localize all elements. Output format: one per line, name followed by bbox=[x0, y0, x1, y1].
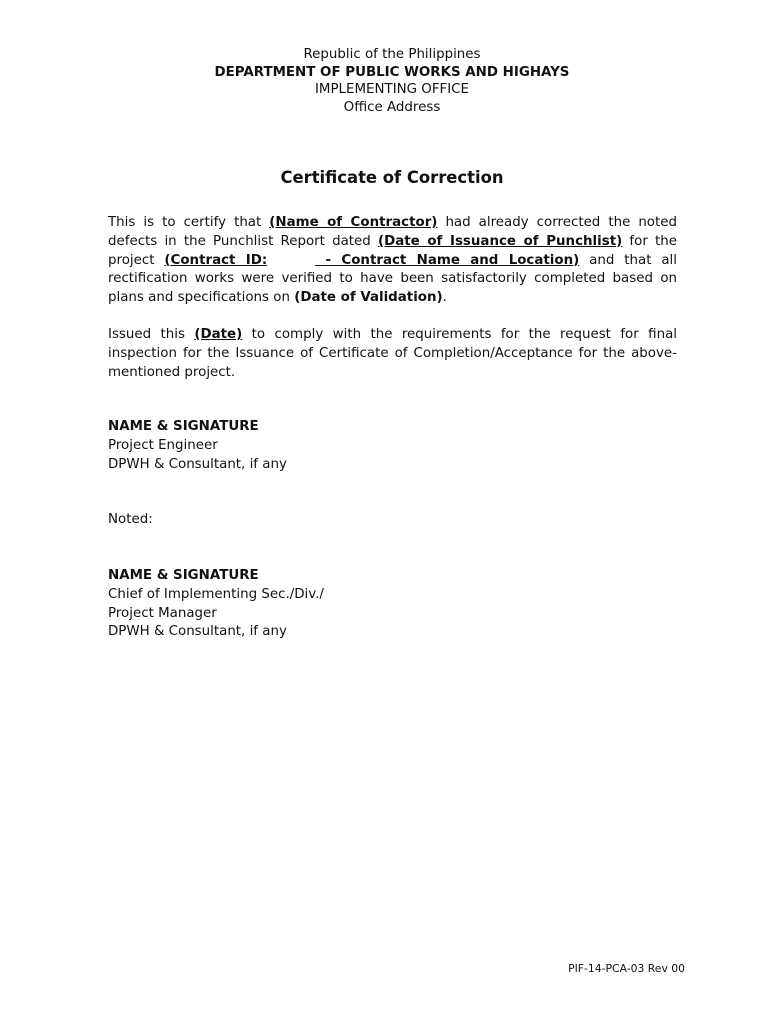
signatory-name: NAME & SIGNATURE bbox=[108, 419, 259, 434]
text-segment: This is to certify that bbox=[108, 215, 270, 230]
text-segment: . bbox=[442, 290, 447, 306]
punchlist-date-placeholder: (Date of Issuance of Punchlist) bbox=[378, 233, 623, 249]
certification-paragraph bbox=[108, 214, 677, 308]
contract-id-placeholder: (Contract ID: bbox=[164, 252, 268, 268]
office-name: IMPLEMENTING OFFICE bbox=[314, 82, 469, 98]
text-segment: and that all rectification works were verified to have been satisfactorily completed based on plans and specifications on bbox=[108, 252, 677, 306]
signature-block-chief bbox=[108, 567, 324, 642]
text-segment: Issued this bbox=[108, 327, 195, 342]
signature-block-engineer bbox=[108, 418, 287, 474]
office-address: Office Address bbox=[343, 99, 441, 115]
signatory-name: NAME & SIGNATURE bbox=[108, 568, 259, 583]
validation-date-placeholder: (Date of Validation) bbox=[294, 290, 443, 306]
contractor-placeholder: (Name of Contractor) bbox=[269, 215, 438, 230]
letterhead bbox=[0, 46, 768, 116]
text-segment: had already corrected the noted defects in the Punchlist Report dated bbox=[108, 215, 677, 249]
signatory-position: Chief of Implementing Sec./Div./ bbox=[108, 586, 324, 602]
form-code: PIF-14-PCA-03 Rev 00 bbox=[568, 962, 685, 975]
contract-name-placeholder bbox=[267, 253, 579, 268]
signatory-organization: DPWH & Consultant, if any bbox=[108, 624, 287, 640]
agency-name: DEPARTMENT OF PUBLIC WORKS AND HIGHAYS bbox=[214, 64, 570, 80]
issuance-paragraph bbox=[108, 326, 677, 382]
noted-label: Noted: bbox=[108, 512, 153, 527]
document-title: Certificate of Correction bbox=[280, 168, 504, 187]
signatory-position: Project Engineer bbox=[108, 437, 218, 453]
contract-name-text: - Contract Name and Location) bbox=[315, 252, 580, 268]
signatory-position: Project Manager bbox=[108, 605, 217, 621]
issue-date-placeholder: (Date) bbox=[194, 327, 243, 342]
text-segment: to comply with the requirements for the request for final inspection for the Issuance of Certificate of Completion/Acceptance for the above-mentioned project. bbox=[108, 327, 677, 380]
signatory-organization: DPWH & Consultant, if any bbox=[108, 456, 287, 472]
text-segment: for the project bbox=[108, 233, 677, 268]
republic-line: Republic of the Philippines bbox=[303, 47, 481, 62]
